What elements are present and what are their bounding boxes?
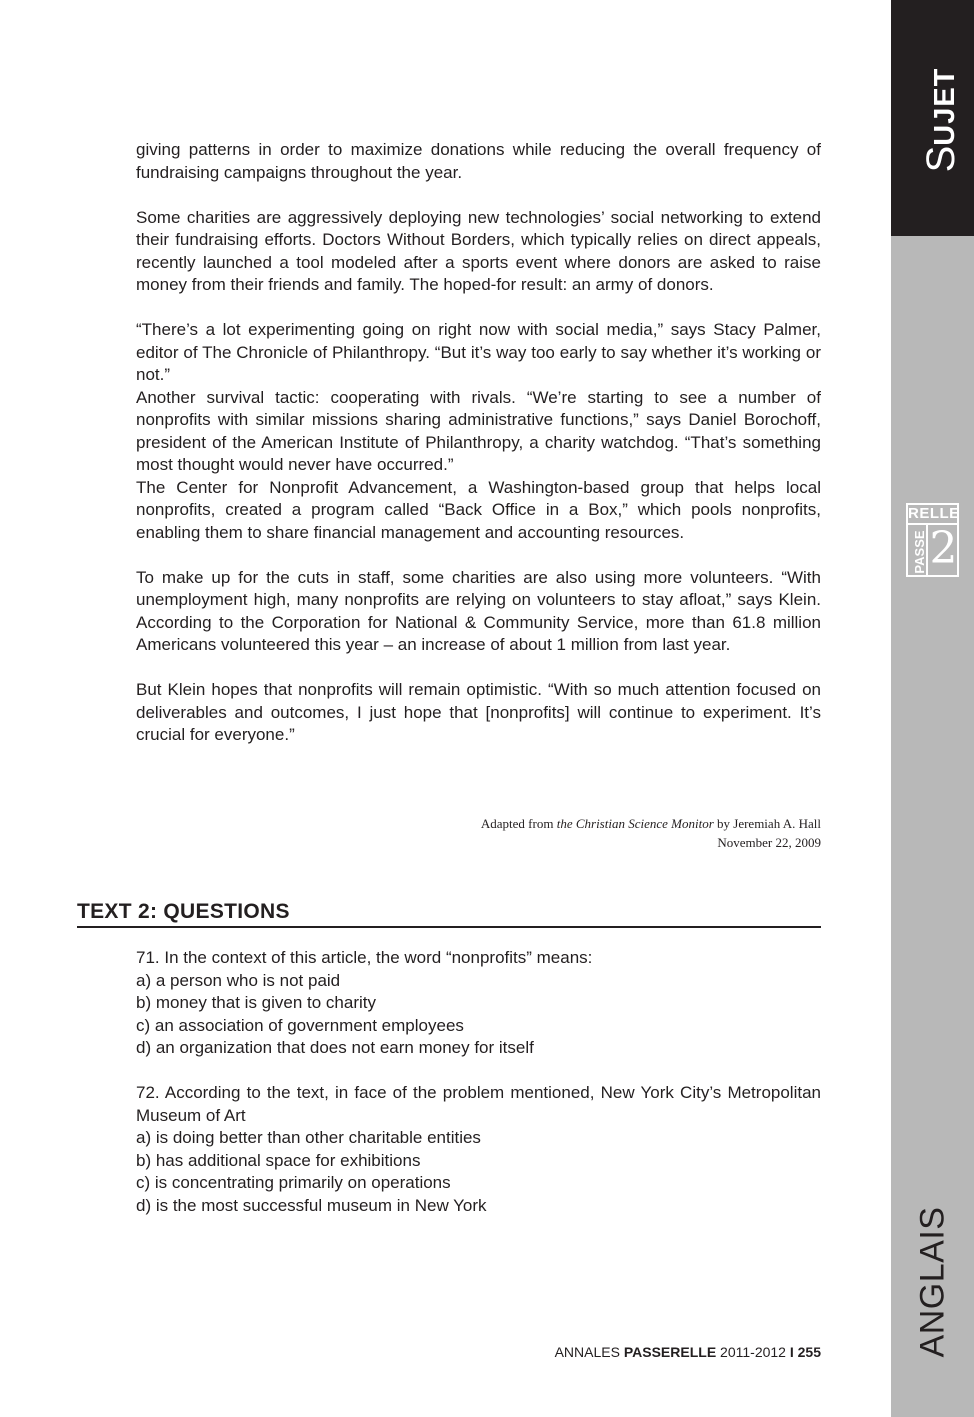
question-71 (136, 947, 821, 1060)
article-paragraph: To make up for the cuts in staff, some charities are also using more volunteers. “With unemployment high, many nonprofits are relying on volunteers to stay afloat,” says Klein. According to the Corporation for National & Community Service, more than 61.8 million Americans volunteered this year – an increase of about 1 million from last year. (136, 567, 821, 654)
page-number: 255 (797, 1344, 821, 1360)
footer-brand: PASSERELLE (623, 1344, 717, 1360)
page-footer (430, 1343, 821, 1361)
answer-option: b) has additional space for exhibitions (136, 1150, 421, 1170)
article-body (136, 139, 821, 769)
question-stem: 72. According to the text, in face of the problem mentioned, New York City’s Metropolitan Museum of Art (136, 1083, 821, 1125)
credit-line (400, 814, 821, 833)
badge-number: 2 (926, 523, 959, 575)
footer-years: 2011-2012 (720, 1344, 786, 1360)
question-72 (136, 1082, 821, 1217)
credit-date: November 22, 2009 (717, 835, 821, 850)
questions-list (136, 947, 821, 1240)
credit-prefix: Adapted from (480, 816, 554, 831)
answer-option: b) money that is given to charity (136, 993, 377, 1012)
article-paragraph: Another survival tactic: cooperating with rivals. “We’re starting to see a number of nonprofits with similar missions sharing administrative functions,” says Daniel Borochoff, president of the American Institute of Philanthropy, a charity watchdog. “That’s something most thought would never have occurred.” (136, 387, 821, 474)
footer-separator: I (789, 1344, 794, 1360)
section-label-initial: S (919, 145, 963, 173)
question-stem: 71. In the context of this article, the word “nonprofits” means: (136, 948, 593, 967)
article-paragraph: giving patterns in order to maximize donations while reducing the overall frequency of fundraising campaigns throughout the year. (136, 140, 821, 182)
answer-option: c) is concentrating primarily on operations (136, 1173, 451, 1192)
article-credit (400, 814, 821, 852)
badge-relle-text: RELLE (908, 505, 957, 525)
badge-passe-text: PASSE (912, 530, 927, 574)
article-paragraph: “There’s a lot experimenting going on right now with social media,” says Stacy Palmer, editor of The Chronicle of Philanthropy. “But it’s way too early to say whether it’s working or not.” (136, 320, 821, 384)
article-paragraph: Some charities are aggressively deploying new technologies’ social networking to extend their fundraising efforts. Doctors Without Borders, which typically relies on direct appeals, recently launched a tool modeled after a sports event where donors are asked to raise money from their friends and family. The hoped-for result: an army of donors. (136, 207, 821, 294)
subject-label: ANGLAIS (913, 1206, 952, 1358)
credit-author: by Jeremiah A. Hall (717, 816, 821, 831)
answer-option: c) an association of government employees (136, 1015, 464, 1035)
answer-option: d) is the most successful museum in New York (136, 1195, 487, 1215)
side-band (891, 0, 974, 1417)
answer-option: d) an organization that does not earn money for itself (136, 1038, 534, 1057)
credit-source: the Christian Science Monitor (556, 816, 714, 831)
answer-option: a) a person who is not paid (136, 970, 341, 990)
article-paragraph: The Center for Nonprofit Advancement, a Washington-based group that helps local nonprofits, created a program called “Back Office in a Box,” which pools nonprofits, enabling them to share financial management and accounting resources. (136, 477, 821, 542)
answer-option: a) is doing better than other charitable entities (136, 1128, 481, 1147)
article-paragraph: But Klein hopes that nonprofits will remain optimistic. “With so much attention focused on deliverables and outcomes, I just hope that [nonprofits] will continue to experiment. It’s crucial for everyone.” (136, 680, 821, 744)
section-label (921, 68, 961, 173)
footer-prefix: ANNALES (554, 1344, 620, 1360)
questions-heading: TEXT 2: QUESTIONS (77, 898, 821, 928)
passerelle-2-badge (906, 503, 959, 577)
section-label-rest: UJET (929, 67, 961, 146)
